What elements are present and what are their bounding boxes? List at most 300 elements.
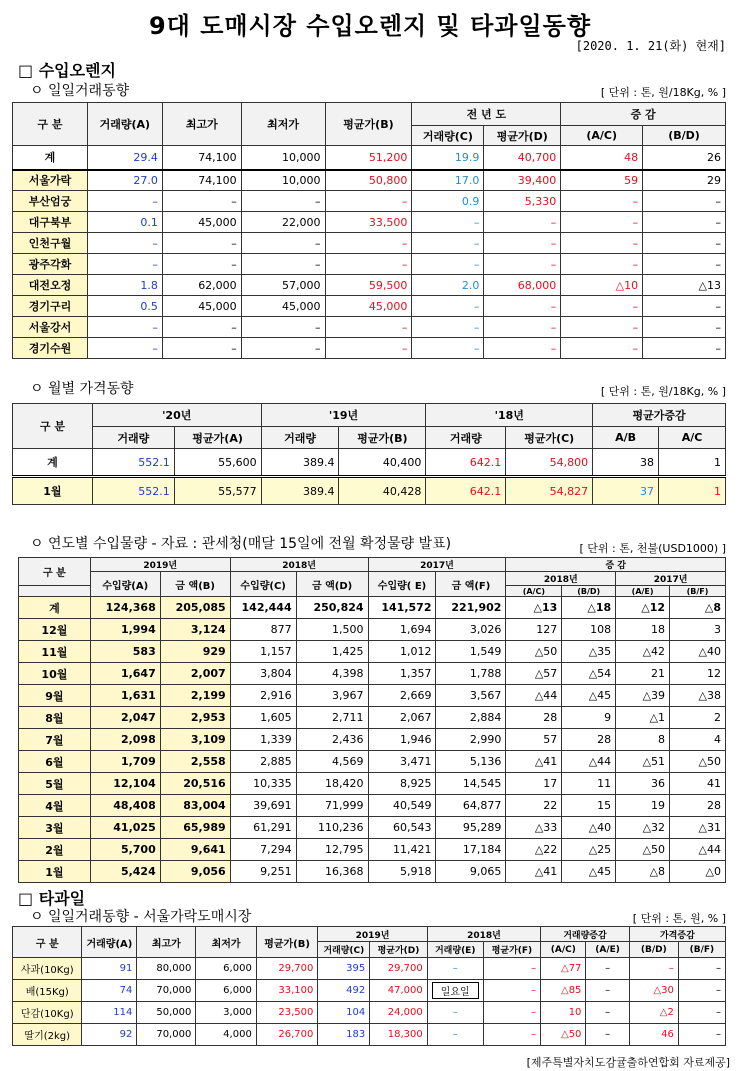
table-cell: 14,545 — [436, 773, 506, 795]
table-cell: △2 — [629, 1002, 678, 1024]
table-cell: 62,000 — [162, 275, 241, 296]
table-cell: △41 — [506, 751, 562, 773]
table-cell: 2,885 — [230, 751, 296, 773]
table-cell: 40,428 — [339, 477, 426, 505]
table-cell: 127 — [506, 619, 562, 641]
table-cell: 3,000 — [196, 1002, 256, 1024]
table-cell: △50 — [541, 1024, 586, 1046]
table-cell: 74,100 — [162, 170, 241, 191]
table-cell: – — [483, 1024, 540, 1046]
table-cell: 395 — [318, 958, 370, 980]
table-cell: 2 — [670, 707, 726, 729]
table-cell: 583 — [90, 641, 160, 663]
table-cell: 1,157 — [230, 641, 296, 663]
table-cell: 딸기(2kg) — [13, 1024, 82, 1046]
table-cell: 1,500 — [296, 619, 368, 641]
table-cell: 221,902 — [436, 597, 506, 619]
table-cell: 8,925 — [368, 773, 436, 795]
daily-heading: ㅇ 일일거래동향 — [30, 83, 130, 99]
table-cell: 8월 — [19, 707, 91, 729]
table-cell: 3월 — [19, 817, 91, 839]
table-cell: – — [561, 233, 643, 254]
col-gubun: 구 분 — [13, 103, 88, 146]
table-cell: 2,047 — [90, 707, 160, 729]
table-cell: – — [483, 1002, 540, 1024]
table-cell: 서울강서 — [13, 317, 88, 338]
table-cell: 55,600 — [174, 449, 261, 477]
table-row — [13, 146, 726, 170]
fruit-heading: ㅇ 일일거래동향 - 서울가락도매시장 — [30, 909, 252, 925]
table-row — [19, 597, 726, 619]
table-cell: 2월 — [19, 839, 91, 861]
m-col-avgchg: 평균가증감 — [593, 404, 726, 427]
table-row — [19, 839, 726, 861]
table-cell: 74 — [82, 980, 137, 1002]
table-cell: 18,300 — [370, 1024, 428, 1046]
table-cell: – — [87, 191, 162, 212]
table-cell: – — [643, 212, 726, 233]
table-cell: 40,400 — [339, 449, 426, 477]
table-cell: 389.4 — [261, 477, 339, 505]
table-cell: – — [561, 191, 643, 212]
table-cell: – — [241, 254, 325, 275]
table-cell: 1,994 — [90, 619, 160, 641]
table-cell: 1 — [659, 449, 726, 477]
table-cell: 22,000 — [241, 212, 325, 233]
table-cell: 3,124 — [160, 619, 230, 641]
table-cell: 47,000 — [370, 980, 428, 1002]
table-cell: 1,425 — [296, 641, 368, 663]
table-cell: 2,669 — [368, 685, 436, 707]
table-cell: – — [427, 958, 483, 980]
table-cell: – — [586, 980, 629, 1002]
table-cell: 23,500 — [256, 1002, 318, 1024]
table-cell: 71,999 — [296, 795, 368, 817]
table-cell: 5,918 — [368, 861, 436, 883]
y-col-amtB: 금 액(B) — [160, 572, 230, 597]
table-cell: 2.0 — [412, 275, 484, 296]
m-col-gubun: 구 분 — [13, 404, 93, 449]
table-cell: – — [483, 980, 540, 1002]
table-cell: △54 — [562, 663, 616, 685]
table-cell: 114 — [82, 1002, 137, 1024]
table-cell: 48 — [561, 146, 643, 170]
page-title: 9대 도매시장 수입오렌지 및 타과일동향 — [148, 12, 592, 40]
table-cell: – — [561, 317, 643, 338]
table-cell: – — [325, 254, 412, 275]
table-cell: 7월 — [19, 729, 91, 751]
table-cell: 1,946 — [368, 729, 436, 751]
table-cell: 28 — [562, 729, 616, 751]
table-cell: 1,357 — [368, 663, 436, 685]
source-note: [제주특별자치도감귤출하연합회 자료제공] — [526, 1056, 730, 1069]
table-cell: △30 — [629, 980, 678, 1002]
table-cell: △77 — [541, 958, 586, 980]
table-cell: 1,694 — [368, 619, 436, 641]
table-cell: – — [643, 191, 726, 212]
table-row — [13, 317, 726, 338]
table-cell: 1,647 — [90, 663, 160, 685]
table-cell: 59,500 — [325, 275, 412, 296]
table-cell: 광주각화 — [13, 254, 88, 275]
table-cell: 41,025 — [90, 817, 160, 839]
table-row — [13, 1024, 726, 1046]
table-cell: 4월 — [19, 795, 91, 817]
table-cell: – — [561, 254, 643, 275]
table-cell: 91 — [82, 958, 137, 980]
table-cell: 29,700 — [370, 958, 428, 980]
table-cell: – — [325, 338, 412, 359]
table-cell: – — [87, 317, 162, 338]
table-cell: 12,795 — [296, 839, 368, 861]
table-row — [13, 233, 726, 254]
f-col-vc: 거래량(C) — [318, 942, 370, 958]
table-cell: 1,012 — [368, 641, 436, 663]
table-cell: – — [484, 233, 561, 254]
y-col-pad — [19, 586, 91, 597]
table-cell: 642.1 — [426, 449, 506, 477]
table-cell: 2,711 — [296, 707, 368, 729]
table-cell: – — [162, 338, 241, 359]
f-col-pf: 평균가(F) — [483, 942, 540, 958]
m-col-avgC: 평균가(C) — [506, 427, 593, 449]
table-cell: 16,368 — [296, 861, 368, 883]
table-cell: △57 — [506, 663, 562, 685]
table-cell: 0.1 — [87, 212, 162, 233]
table-cell: 2,436 — [296, 729, 368, 751]
table-cell: △35 — [562, 641, 616, 663]
table-cell: 40,700 — [484, 146, 561, 170]
table-cell: △45 — [562, 861, 616, 883]
table-cell: 22 — [506, 795, 562, 817]
table-cell: – — [87, 233, 162, 254]
section-fruit: □ 타과일 — [18, 889, 86, 908]
table-cell: 65,989 — [160, 817, 230, 839]
table-cell: 9 — [562, 707, 616, 729]
table-cell: 3,026 — [436, 619, 506, 641]
f-col-pricechg: 가격증감 — [629, 927, 725, 942]
table-cell: 2,884 — [436, 707, 506, 729]
table-cell: 83,004 — [160, 795, 230, 817]
table-cell: 104 — [318, 1002, 370, 1024]
table-cell: 계 — [19, 597, 91, 619]
table-cell: 61,291 — [230, 817, 296, 839]
table-cell: 929 — [160, 641, 230, 663]
table-cell: – — [484, 212, 561, 233]
table-cell: 59 — [561, 170, 643, 191]
table-cell: 배(15Kg) — [13, 980, 82, 1002]
table-row — [13, 980, 726, 1002]
table-cell: 18,420 — [296, 773, 368, 795]
table-cell: △51 — [616, 751, 670, 773]
table-cell: △85 — [541, 980, 586, 1002]
table-cell: – — [561, 296, 643, 317]
table-cell: 12,104 — [90, 773, 160, 795]
f-col-pd: 평균가(D) — [370, 942, 428, 958]
monthly-unit: [ 단위 : 톤, 원/18Kg, % ] — [600, 385, 726, 398]
table-row — [19, 663, 726, 685]
table-cell: 2,916 — [230, 685, 296, 707]
table-cell: △0 — [670, 861, 726, 883]
table-cell: – — [643, 338, 726, 359]
table-cell: – — [87, 254, 162, 275]
table-cell: – — [586, 958, 629, 980]
table-cell: 54,800 — [506, 449, 593, 477]
table-cell: – — [678, 1002, 725, 1024]
f-col-bd: (B/D) — [629, 942, 678, 958]
table-cell: 9,056 — [160, 861, 230, 883]
table-cell: △33 — [506, 817, 562, 839]
table-cell: 92 — [82, 1024, 137, 1046]
table-cell: – — [643, 296, 726, 317]
table-cell: 12 — [670, 663, 726, 685]
table-cell: 41 — [670, 773, 726, 795]
table-cell: 108 — [562, 619, 616, 641]
table-cell: – — [643, 317, 726, 338]
y-col-2017: 2017년 — [368, 558, 506, 572]
m-col-y18: '18년 — [426, 404, 593, 427]
table-row — [13, 275, 726, 296]
m-col-ac: A/C — [659, 427, 726, 449]
table-cell: 55,577 — [174, 477, 261, 505]
m-col-avgA: 평균가(A) — [174, 427, 261, 449]
table-cell: 95,289 — [436, 817, 506, 839]
m-col-ab: A/B — [593, 427, 659, 449]
f-col-max: 최고가 — [137, 927, 196, 958]
table-cell: 3,804 — [230, 663, 296, 685]
m-col-vol18: 거래량 — [426, 427, 506, 449]
table-cell: 124,368 — [90, 597, 160, 619]
table-cell: – — [162, 254, 241, 275]
table-cell: 642.1 — [426, 477, 506, 505]
col-bd: (B/D) — [643, 126, 726, 146]
table-cell: – — [643, 233, 726, 254]
table-row — [19, 861, 726, 883]
table-row — [19, 619, 726, 641]
table-cell: 2,953 — [160, 707, 230, 729]
table-cell: △8 — [670, 597, 726, 619]
table-cell: 29.4 — [87, 146, 162, 170]
table-cell: 20,516 — [160, 773, 230, 795]
col-avg: 평균가(B) — [325, 103, 412, 146]
table-cell: 70,000 — [137, 1024, 196, 1046]
table-cell: 경기구리 — [13, 296, 88, 317]
section-orange: □ 수입오렌지 — [18, 61, 116, 80]
table-cell: 33,100 — [256, 980, 318, 1002]
table-row — [13, 338, 726, 359]
f-col-ae: (A/E) — [586, 942, 629, 958]
table-cell: 45,000 — [325, 296, 412, 317]
table-cell: 45,000 — [162, 212, 241, 233]
table-row — [19, 729, 726, 751]
table-cell: 1,549 — [436, 641, 506, 663]
y-col-bd: (B/D) — [562, 586, 616, 597]
col-chg: 증 감 — [561, 103, 726, 126]
table-cell: – — [561, 212, 643, 233]
y-col-2018: 2018년 — [230, 558, 368, 572]
table-cell: – — [241, 191, 325, 212]
table-cell: 사과(10Kg) — [13, 958, 82, 980]
yearly-heading: ㅇ 연도별 수입물량 - 자료 : 관세청(매달 15일에 전월 확정물량 발표) — [30, 536, 452, 552]
table-row — [13, 296, 726, 317]
table-cell: 0.9 — [412, 191, 484, 212]
table-cell: 57,000 — [241, 275, 325, 296]
table-cell: △40 — [562, 817, 616, 839]
table-cell: △13 — [506, 597, 562, 619]
table-cell: 대구북부 — [13, 212, 88, 233]
y-col-bf: (B/F) — [670, 586, 726, 597]
table-cell: 552.1 — [92, 449, 174, 477]
table-row — [19, 817, 726, 839]
f-col-gubun: 구 분 — [13, 927, 82, 958]
table-cell: – — [412, 338, 484, 359]
y-col-qc: 수입량(C) — [230, 572, 296, 597]
table-cell: 1월 — [13, 477, 93, 505]
table-cell: – — [241, 338, 325, 359]
table-cell: 40,549 — [368, 795, 436, 817]
table-cell: △45 — [562, 685, 616, 707]
table-cell: 17 — [506, 773, 562, 795]
table-cell: 단감(10Kg) — [13, 1002, 82, 1024]
table-cell: – — [678, 980, 725, 1002]
table-cell: 60,543 — [368, 817, 436, 839]
table-cell: – — [87, 338, 162, 359]
table-cell: 110,236 — [296, 817, 368, 839]
fruit-table — [12, 926, 726, 1046]
table-cell: 1.8 — [87, 275, 162, 296]
y-col-qa: 수입량(A) — [90, 572, 160, 597]
table-row — [19, 773, 726, 795]
y-col-amtF: 금 액(F) — [436, 572, 506, 597]
table-cell: 2,067 — [368, 707, 436, 729]
daily-unit: [ 단위 : 톤, 원/18Kg, % ] — [600, 86, 726, 99]
table-cell: – — [427, 1002, 483, 1024]
table-cell: 21 — [616, 663, 670, 685]
col-vol: 거래량(A) — [87, 103, 162, 146]
table-cell: 9,065 — [436, 861, 506, 883]
table-cell: 250,824 — [296, 597, 368, 619]
table-cell: △18 — [562, 597, 616, 619]
table-cell: △44 — [506, 685, 562, 707]
fruit-unit: [ 단위 : 톤, 원, % ] — [632, 912, 726, 925]
table-cell: 계 — [13, 146, 88, 170]
table-cell: – — [586, 1024, 629, 1046]
table-cell: 50,000 — [137, 1002, 196, 1024]
table-cell: – — [678, 958, 725, 980]
table-cell: – — [412, 317, 484, 338]
y-col-amtD: 금 액(D) — [296, 572, 368, 597]
table-cell: △42 — [616, 641, 670, 663]
table-row — [19, 707, 726, 729]
table-cell: 12월 — [19, 619, 91, 641]
m-col-vol19: 거래량 — [261, 427, 339, 449]
table-cell: 11월 — [19, 641, 91, 663]
table-cell: 74,100 — [162, 146, 241, 170]
table-cell: 5,424 — [90, 861, 160, 883]
table-row — [13, 191, 726, 212]
table-row — [13, 212, 726, 233]
table-cell: – — [412, 254, 484, 275]
table-cell: 389.4 — [261, 449, 339, 477]
y-col-gubun: 구 분 — [19, 558, 91, 586]
yearly-table — [18, 557, 726, 883]
table-row — [19, 795, 726, 817]
table-cell: 68,000 — [484, 275, 561, 296]
table-cell: △31 — [670, 817, 726, 839]
table-row — [19, 641, 726, 663]
col-ac: (A/C) — [561, 126, 643, 146]
table-cell: – — [325, 317, 412, 338]
table-cell: 2,199 — [160, 685, 230, 707]
table-cell: 3,567 — [436, 685, 506, 707]
table-cell: 28 — [670, 795, 726, 817]
table-cell: 1,339 — [230, 729, 296, 751]
table-cell: 6,000 — [196, 958, 256, 980]
table-cell: 10 — [541, 1002, 586, 1024]
table-cell: 50,800 — [325, 170, 412, 191]
table-cell: 29 — [643, 170, 726, 191]
table-cell: 54,827 — [506, 477, 593, 505]
table-row — [13, 254, 726, 275]
y-col-c2017: 2017년 — [616, 572, 726, 586]
table-cell: △50 — [670, 751, 726, 773]
table-row — [19, 685, 726, 707]
sunday-cell — [427, 980, 483, 1002]
table-cell: 10월 — [19, 663, 91, 685]
table-cell: 11 — [562, 773, 616, 795]
table-cell: 4,398 — [296, 663, 368, 685]
table-cell: 37 — [593, 477, 659, 505]
table-row — [13, 958, 726, 980]
table-cell: 0.5 — [87, 296, 162, 317]
table-cell: 3 — [670, 619, 726, 641]
y-col-chg: 증 감 — [506, 558, 726, 572]
table-cell: 877 — [230, 619, 296, 641]
table-cell: 3,109 — [160, 729, 230, 751]
table-cell: 2,098 — [90, 729, 160, 751]
table-cell: – — [643, 254, 726, 275]
table-cell: △50 — [616, 839, 670, 861]
table-cell: 183 — [318, 1024, 370, 1046]
table-row — [13, 477, 726, 505]
table-cell: 29,700 — [256, 958, 318, 980]
table-cell: △25 — [562, 839, 616, 861]
table-cell: △32 — [616, 817, 670, 839]
table-cell: 계 — [13, 449, 93, 477]
table-cell: 19.9 — [412, 146, 484, 170]
table-cell: △13 — [643, 275, 726, 296]
table-cell: 205,085 — [160, 597, 230, 619]
table-cell: 4 — [670, 729, 726, 751]
table-cell: – — [561, 338, 643, 359]
table-cell: 17.0 — [412, 170, 484, 191]
table-cell: – — [162, 233, 241, 254]
report-date: [2020. 1. 21(화) 현재] — [575, 39, 726, 53]
sunday-label: 일요일 — [432, 982, 479, 999]
col-min: 최저가 — [241, 103, 325, 146]
table-cell: 5월 — [19, 773, 91, 795]
table-cell: 552.1 — [92, 477, 174, 505]
table-cell: 9,251 — [230, 861, 296, 883]
table-cell: △38 — [670, 685, 726, 707]
table-cell: 2,558 — [160, 751, 230, 773]
f-col-ac: (A/C) — [541, 942, 586, 958]
daily-table — [12, 102, 726, 359]
table-cell: 28 — [506, 707, 562, 729]
table-cell: 10,000 — [241, 170, 325, 191]
table-cell: △12 — [616, 597, 670, 619]
f-col-vol: 거래량(A) — [82, 927, 137, 958]
